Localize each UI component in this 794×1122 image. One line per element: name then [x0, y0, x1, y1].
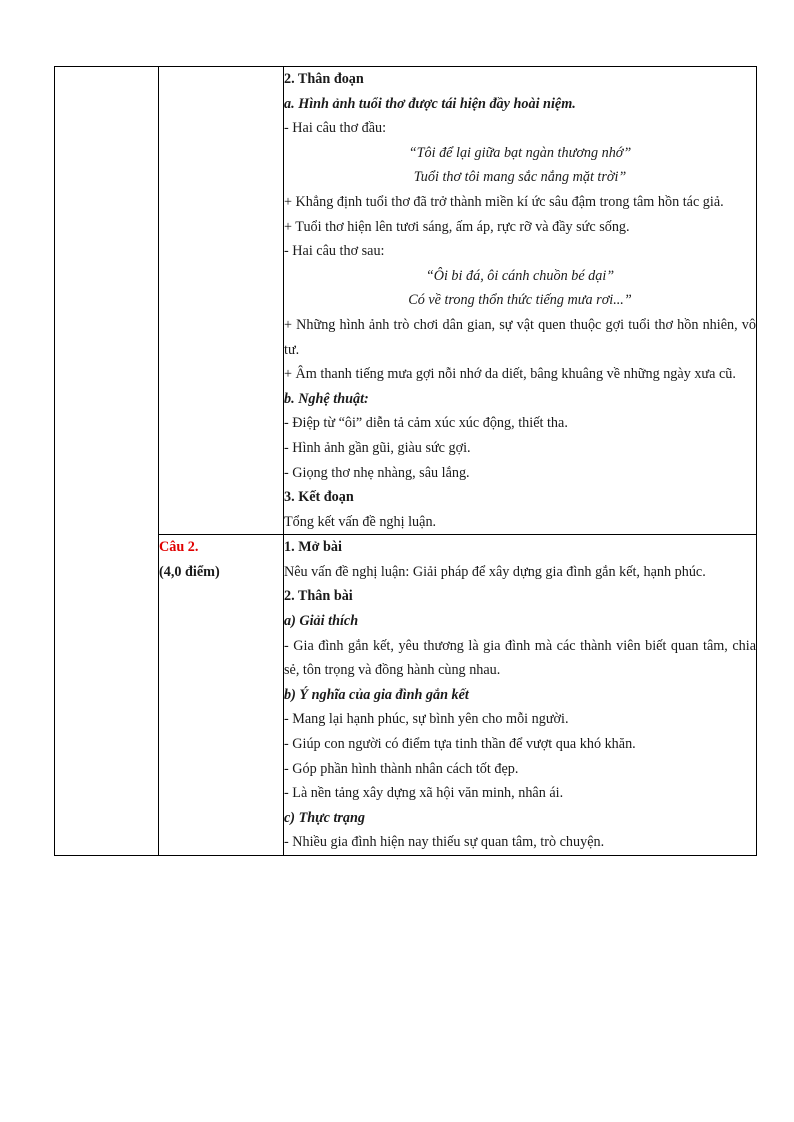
answer-line: - Hình ảnh gần gũi, giàu sức gợi. — [284, 439, 471, 456]
answer-line: - Nhiều gia đình hiện nay thiếu sự quan tâm, trò chuyện. — [284, 834, 605, 851]
answer-line: Nêu vấn đề nghị luận: Giải pháp để xây dựng gia đình gắn kết, hạnh phúc. — [284, 563, 706, 580]
answer-line: - Hai câu thơ đầu: — [284, 120, 387, 137]
answer-line: - Là nền tảng xây dựng xã hội văn minh, nhân ái. — [284, 785, 564, 802]
answer-line: + Tuổi thơ hiện lên tươi sáng, ấm áp, rực rỡ và đầy sức sống. — [284, 218, 630, 235]
answer-line: Tuổi thơ tôi mang sắc nắng mặt trời” — [413, 169, 627, 186]
answer-line: b) Ý nghĩa của gia đình gắn kết — [284, 686, 469, 703]
answer-line: + Những hình ảnh trò chơi dân gian, sự vật quen thuộc gợi tuổi thơ hồn nhiên, vô tư. — [284, 316, 756, 358]
answer-line: 2. Thân bài — [284, 588, 353, 605]
answer-line: - Hai câu thơ sau: — [284, 243, 385, 260]
answer-line: Có về trong thổn thức tiếng mưa rơi...” — [408, 292, 632, 309]
answer-line: 1. Mở bài — [284, 539, 342, 556]
question-points: (4,0 điểm) — [159, 563, 220, 580]
answer-line: Tổng kết vấn đề nghị luận. — [284, 513, 437, 530]
answer-line: - Điệp từ “ôi” diễn tả cảm xúc xúc động, thiết tha. — [284, 415, 568, 432]
answer-line: - Góp phần hình thành nhân cách tốt đẹp. — [284, 760, 519, 777]
table-row — [55, 67, 757, 535]
answer-table — [54, 66, 757, 856]
question-number: Câu 2. — [159, 539, 199, 556]
table-row — [55, 535, 757, 856]
answer-line: a) Giải thích — [284, 613, 359, 630]
answer-line: 3. Kết đoạn — [284, 489, 354, 506]
answer-line: 2. Thân đoạn — [284, 71, 364, 87]
answer-line: - Mang lại hạnh phúc, sự bình yên cho mỗi người. — [284, 711, 569, 728]
answer-line: b. Nghệ thuật: — [284, 390, 369, 407]
answer-line: + Âm thanh tiếng mưa gợi nỗi nhớ da diết, bâng khuâng về những ngày xưa cũ. — [284, 366, 736, 383]
answer-line: + Khẳng định tuổi thơ đã trở thành miền kí ức sâu đậm trong tâm hồn tác giả. — [284, 193, 724, 210]
answer-content-cell — [284, 67, 757, 535]
question-column-cell — [159, 67, 284, 535]
answer-content-cell — [284, 535, 757, 856]
answer-line: - Giúp con người có điểm tựa tinh thần để vượt qua khó khăn. — [284, 736, 636, 753]
answer-line: c) Thực trạng — [284, 809, 366, 826]
answer-line: “Ôi bi đá, ôi cánh chuồn bé dại” — [425, 267, 615, 284]
answer-line: “Tôi để lại giữa bạt ngàn thương nhớ” — [408, 144, 632, 161]
question-label-cell — [159, 535, 284, 856]
answer-line: - Gia đình gắn kết, yêu thương là gia đình mà các thành viên biết quan tâm, chia sẻ, tôn trọng và đồng hành cùng nhau. — [284, 637, 756, 679]
section-column-cell — [55, 67, 159, 856]
answer-line: a. Hình ảnh tuổi thơ được tái hiện đầy hoài niệm. — [284, 95, 576, 112]
answer-line: - Giọng thơ nhẹ nhàng, sâu lắng. — [284, 464, 470, 481]
